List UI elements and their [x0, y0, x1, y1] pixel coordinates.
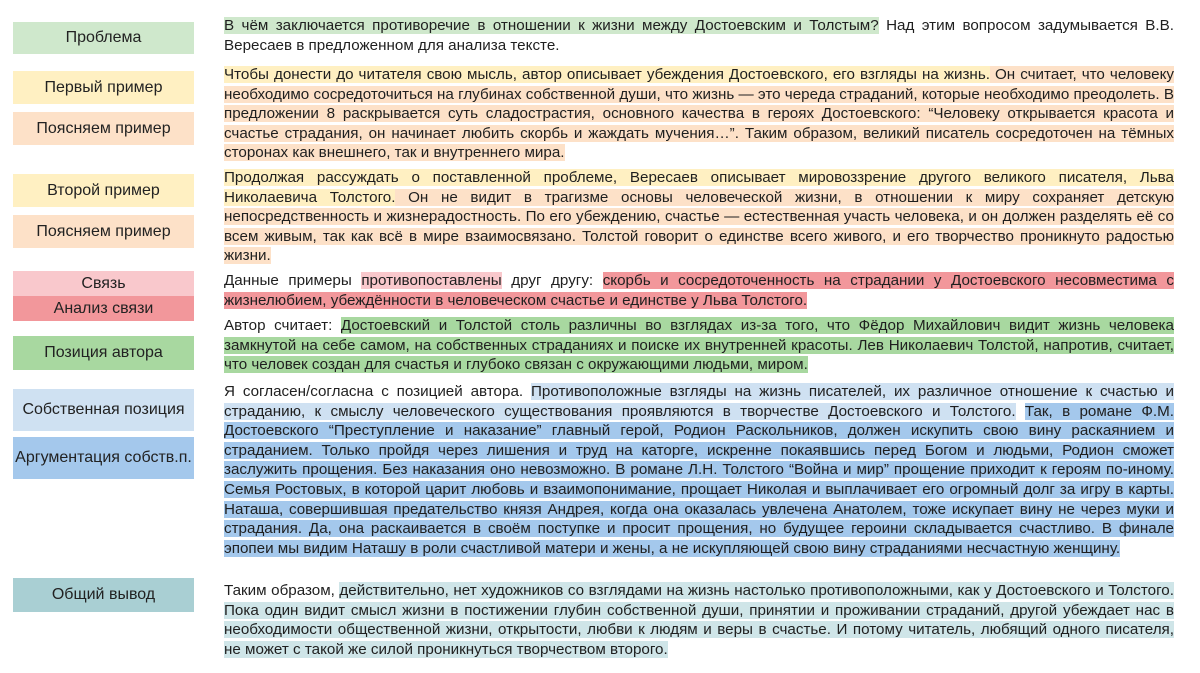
label-first-example: Первый пример: [13, 71, 194, 104]
own-position-text: Противоположные взгляды на жизнь писателей, их различное отношение к счастью и страданию, к смыслу человеческого существования проявляются в творчестве Достоевского и Толстого.: [224, 383, 1174, 420]
label-problem: Проблема: [13, 22, 194, 54]
label-own-argumentation: Аргументация собств.п.: [13, 437, 194, 479]
label-conclusion: Общий вывод: [13, 578, 194, 612]
paragraph-problem: [224, 16, 1174, 55]
paragraph-first-example: [224, 65, 1174, 163]
author-intro: Автор считает:: [224, 317, 333, 334]
problem-question: В чём заключается противоречие в отношении к жизни между Достоевским и Толстым?: [224, 17, 879, 34]
problem-source: Над этим вопросом задумывается В.В. Вересаев в предложенном для анализа тексте.: [224, 17, 1174, 54]
paragraph-own-position: [224, 382, 1174, 558]
conclusion-text: действительно, нет художников со взглядами на жизнь настолько противоположными, как у Достоевского и Толстого. Пока один видит смысл жизни в постижении глубин собственной души, принятии и проживании страданий, другой убеждает нас в необходимости общественной жизни, открытости, любви к людям и веры в счастье. И потому читатель, любящий одного писателя, не может с такой же силой проникнуться творчеством второго.: [224, 582, 1174, 658]
first-example-text: Чтобы донести до читателя свою мысль, автор описывает убеждения Достоевского, его взгляды на жизнь.: [224, 66, 990, 83]
second-example-text: Продолжая рассуждать о поставленной проблеме, Вересаев описывает мировоззрение другого великого писателя, Льва Николаевича Толстого.: [224, 169, 1174, 206]
link-analysis-text: скорбь и сосредоточенность на страдании у Достоевского несовместима с жизнелюбием, убеждённости в человеческом счастье и единстве у Льва Толстого.: [224, 272, 1174, 309]
first-example-explanation: Он считает, что человеку необходимо сосредоточиться на глубинах собственной души, что жизнь — это череда страданий, которые необходимо преодолеть. В предложении 8 раскрывается суть сладострастия, основного качества в героях Достоевского: “Человеку открывается красота и счастье страдания, он начинает любить скорбь и жаждать мучения…”. Таким образом, великий писатель сосредоточен на тёмных сторонах как внешнего, так и внутреннего мира.: [224, 66, 1175, 162]
second-example-explanation: Он не видит в трагизме основы человеческой жизни, в отношении к миру сохраняет детскую непосредственность и жизнерадостность. По его убеждению, счастье — естественная участь человека, и он должен разделять её со всем живым, так как всё в мире взаимосвязано. Толстой говорит о единстве всего живого, и его творчество проникнуто радостью жизни.: [224, 188, 1174, 265]
paragraph-link: [224, 271, 1174, 310]
conclusion-intro: Таким образом,: [224, 582, 335, 599]
own-argument-text: Так, в романе Ф.М. Достоевского “Преступление и наказание” главный герой, Родион Раскольников, должен искупить свою вину раскаянием и страданием. Только пройдя через лишения и труд на каторге, искренне покаявшись перед Богом и людьми, Родион сможет заслужить прощения. Без наказания оно невозможно. В романе Л.Н. Толстого “Война и мир” прощение приходит к героям по-иному. Семья Ростовых, в которой царит любовь и взаимопонимание, прощает Николая и выплачивает его огромный долг за игру в карты. Наташа, совершившая предательство князя Андрея, когда она оказалась увлечена Анатолем, тоже искупает вину не через муки и страдания. Да, она раскаивается в своём поступке и просит прощения, но будущее героини складывается счастливо. В финале эпопеи мы видим Наташу в роли счастливой матери и жены, а не искупляющей свою вину страданиями несчастную женщину.: [224, 402, 1174, 557]
label-link-analysis: Анализ связи: [13, 296, 194, 321]
author-position-text: Достоевский и Толстой столь различны во взглядах из-за того, что Фёдор Михайлович видит жизнь человека замкнутой на себе самом, на собственных страданиях и поиске их внутренней красоты. Лев Николаевич Толстой, напротив, считает, что человек создан для счастья и глубоко связан с окружающими людьми, миром.: [224, 317, 1174, 374]
paragraph-second-example: [224, 168, 1174, 266]
label-second-example: Второй пример: [13, 174, 194, 207]
paragraph-conclusion: [224, 581, 1174, 659]
link-intro: Данные примеры: [224, 272, 352, 289]
label-author-position: Позиция автора: [13, 336, 194, 370]
label-link: Связь: [13, 271, 194, 296]
label-explain-first-example: Поясняем пример: [13, 112, 194, 145]
paragraph-author-position: [224, 316, 1174, 375]
label-explain-second-example: Поясняем пример: [13, 215, 194, 248]
own-agreement: Я согласен/согласна с позицией автора.: [224, 383, 524, 400]
link-word: противопоставлены: [361, 272, 502, 289]
link-rest: друг другу:: [511, 272, 594, 289]
label-own-position: Собственная позиция: [13, 389, 194, 431]
